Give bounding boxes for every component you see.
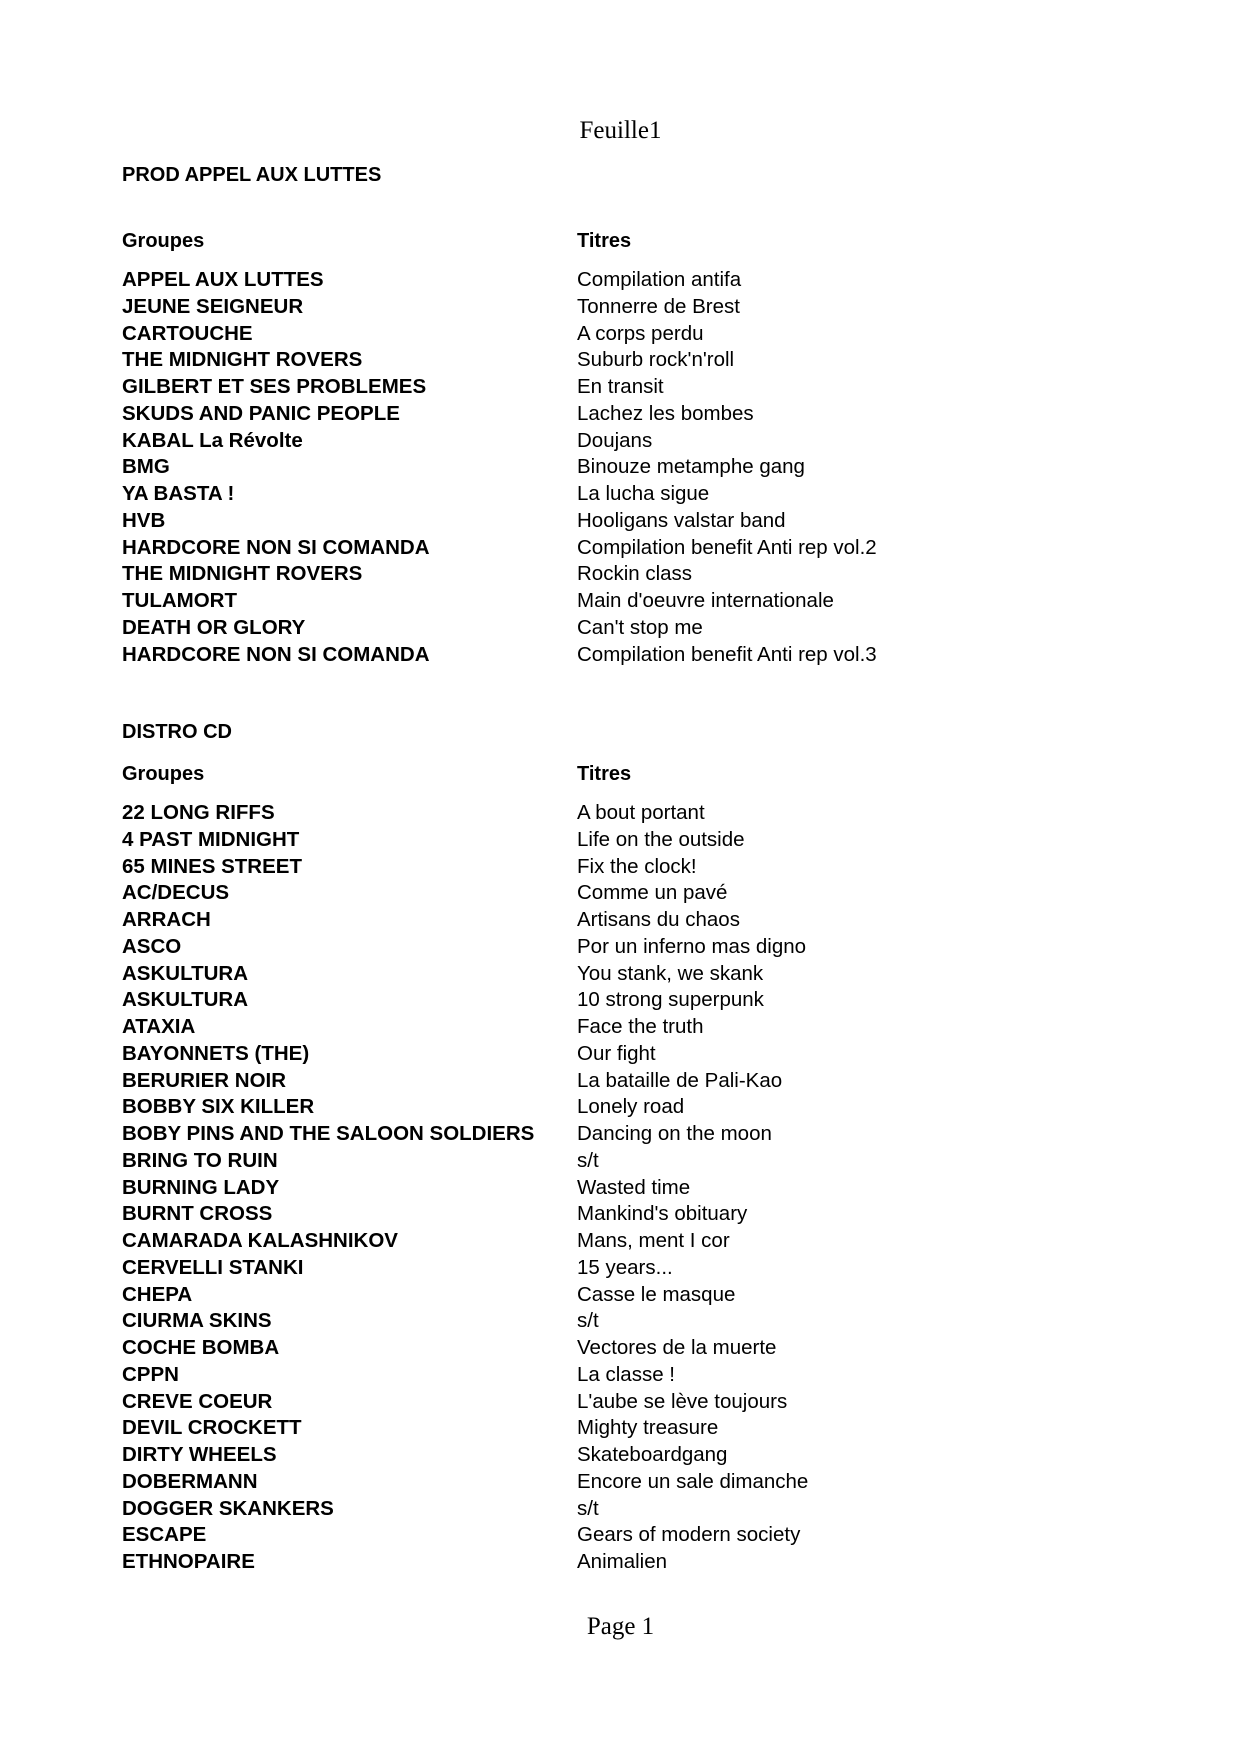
group-name: TULAMORT [122,589,238,612]
album-title: s/t [577,1496,599,1520]
page-number: Page 1 [586,1613,655,1640]
table-row [122,481,1122,508]
group-name: ARRACH [122,908,211,931]
table-row [122,827,1122,854]
album-title: Gears of modern society [577,1523,801,1547]
group-name: DIRTY WHEELS [122,1443,277,1466]
table-row [122,987,1122,1014]
table-row [122,508,1122,535]
table-row [122,615,1122,642]
table-row [122,800,1122,827]
group-name: BMG [122,455,170,479]
album-title: Binouze metamphe gang [577,455,805,479]
album-title: Tonnerre de Brest [577,294,740,318]
table-row [122,588,1122,615]
table-row [122,854,1122,881]
album-title: Dancing on the moon [577,1122,772,1145]
column-header-groups: Groupes [122,763,205,785]
table-row [122,561,1122,588]
table-row [122,1389,1122,1416]
album-title: Fix the clock! [577,854,697,878]
table-row [122,1094,1122,1121]
group-name: KABAL La Révolte [122,428,303,452]
table-row [122,401,1122,428]
group-name: SKUDS AND PANIC PEOPLE [122,401,400,425]
table-row [122,267,1122,294]
album-title: La bataille de Pali-Kao [577,1068,783,1092]
album-title: Lonely road [577,1095,685,1119]
column-header-titles: Titres [577,230,632,252]
group-name: COCHE BOMBA [122,1336,280,1359]
table-row [122,428,1122,455]
group-name: CREVE COEUR [122,1389,273,1413]
group-name: BURNING LADY [122,1175,280,1199]
table-row [122,1522,1122,1549]
table-row [122,1255,1122,1282]
album-title: Compilation benefit Anti rep vol.3 [577,642,877,666]
album-title: Comme un pavé [577,881,728,905]
album-title: Mankind's obituary [577,1202,748,1226]
table-row [122,1282,1122,1309]
group-name: BOBBY SIX KILLER [122,1095,315,1119]
section-heading-prod: PROD APPEL AUX LUTTES [122,164,382,186]
group-name: THE MIDNIGHT ROVERS [122,562,363,586]
group-name: HVB [122,508,166,532]
group-name: JEUNE SEIGNEUR [122,294,304,318]
group-name: YA BASTA ! [122,482,235,505]
album-title: L'aube se lève toujours [577,1389,788,1413]
group-name: CHEPA [122,1282,193,1306]
group-name: BURNT CROSS [122,1202,273,1226]
table-row [122,1335,1122,1362]
album-title: Compilation benefit Anti rep vol.2 [577,535,877,559]
album-title: Casse le masque [577,1282,736,1306]
table-row [122,934,1122,961]
table-row [122,1362,1122,1389]
group-name: CAMARADA KALASHNIKOV [122,1229,398,1252]
album-title: Mans, ment I cor [577,1229,730,1252]
album-title: La lucha sigue [577,482,710,505]
table-row [122,1442,1122,1469]
album-title: Main d'oeuvre internationale [577,589,834,612]
album-title: Wasted time [577,1175,691,1199]
group-name: CPPN [122,1362,179,1386]
table-row [122,1014,1122,1041]
album-title: Hooligans valstar band [577,508,786,532]
table-row [122,1041,1122,1068]
table-row [122,1469,1122,1496]
album-title: A bout portant [577,801,705,824]
group-name: AC/DECUS [122,881,230,905]
album-title: La classe ! [577,1362,675,1386]
group-name: BRING TO RUIN [122,1148,278,1172]
table-row [122,1201,1122,1228]
table-row [122,1549,1122,1576]
table-row [122,535,1122,562]
group-name: DOGGER SKANKERS [122,1496,334,1520]
album-title: 15 years... [577,1255,673,1279]
group-name: ATAXIA [122,1015,196,1038]
sheet-title: Feuille1 [579,117,662,144]
group-name: 65 MINES STREET [122,854,302,878]
table-row [122,374,1122,401]
group-name: DEATH OR GLORY [122,615,306,639]
album-title: 10 strong superpunk [577,988,764,1012]
group-name: CARTOUCHE [122,321,253,345]
album-title: A corps perdu [577,321,704,345]
album-title: s/t [577,1148,599,1172]
album-title: You stank, we skank [577,961,764,985]
album-title: Vectores de la muerte [577,1336,777,1359]
table-row [122,1121,1122,1148]
group-name: ETHNOPAIRE [122,1550,255,1573]
album-title: Mighty treasure [577,1416,719,1440]
album-title: Skateboardgang [577,1443,728,1466]
album-title: Animalien [577,1550,668,1573]
table-row [122,347,1122,374]
group-name: HARDCORE NON SI COMANDA [122,642,430,666]
table-row [122,961,1122,988]
table-row [122,1148,1122,1175]
column-header-titles: Titres [577,763,632,785]
column-header-groups: Groupes [122,230,205,252]
table-row [122,1415,1122,1442]
group-name: ASCO [122,934,182,958]
table-row [122,1308,1122,1335]
table-row [122,454,1122,481]
table-row [122,642,1122,669]
group-name: BERURIER NOIR [122,1068,287,1092]
album-title: Por un inferno mas digno [577,934,807,958]
group-name: BOBY PINS AND THE SALOON SOLDIERS [122,1122,535,1145]
album-title: Doujans [577,428,653,452]
album-title: En transit [577,375,664,398]
album-title: Face the truth [577,1015,704,1038]
group-name: ASKULTURA [122,988,249,1012]
table-row [122,1068,1122,1095]
group-name: CERVELLI STANKI [122,1255,304,1279]
table-row [122,880,1122,907]
album-title: Rockin class [577,562,693,586]
table-row [122,294,1122,321]
album-title: Our fight [577,1041,656,1065]
group-name: 22 LONG RIFFS [122,801,275,824]
section-heading-distro: DISTRO CD [122,721,232,743]
album-title: Suburb rock'n'roll [577,348,735,372]
group-name: BAYONNETS (THE) [122,1041,310,1065]
distro-table [122,800,1122,1576]
group-name: ESCAPE [122,1523,207,1547]
album-title: Compilation antifa [577,268,742,291]
album-title: Encore un sale dimanche [577,1469,809,1493]
table-row [122,1228,1122,1255]
group-name: DOBERMANN [122,1469,258,1493]
album-title: Artisans du chaos [577,908,740,931]
album-title: Life on the outside [577,827,745,851]
group-name: CIURMA SKINS [122,1309,272,1333]
group-name: GILBERT ET SES PROBLEMES [122,375,427,398]
group-name: HARDCORE NON SI COMANDA [122,535,430,559]
group-name: DEVIL CROCKETT [122,1416,302,1440]
table-row [122,1175,1122,1202]
table-row [122,1496,1122,1523]
table-row [122,907,1122,934]
prod-table [122,267,1122,668]
album-title: Lachez les bombes [577,401,754,425]
group-name: 4 PAST MIDNIGHT [122,827,300,851]
group-name: THE MIDNIGHT ROVERS [122,348,363,372]
album-title: s/t [577,1309,599,1333]
group-name: APPEL AUX LUTTES [122,268,324,291]
album-title: Can't stop me [577,615,703,639]
table-row [122,321,1122,348]
group-name: ASKULTURA [122,961,249,985]
